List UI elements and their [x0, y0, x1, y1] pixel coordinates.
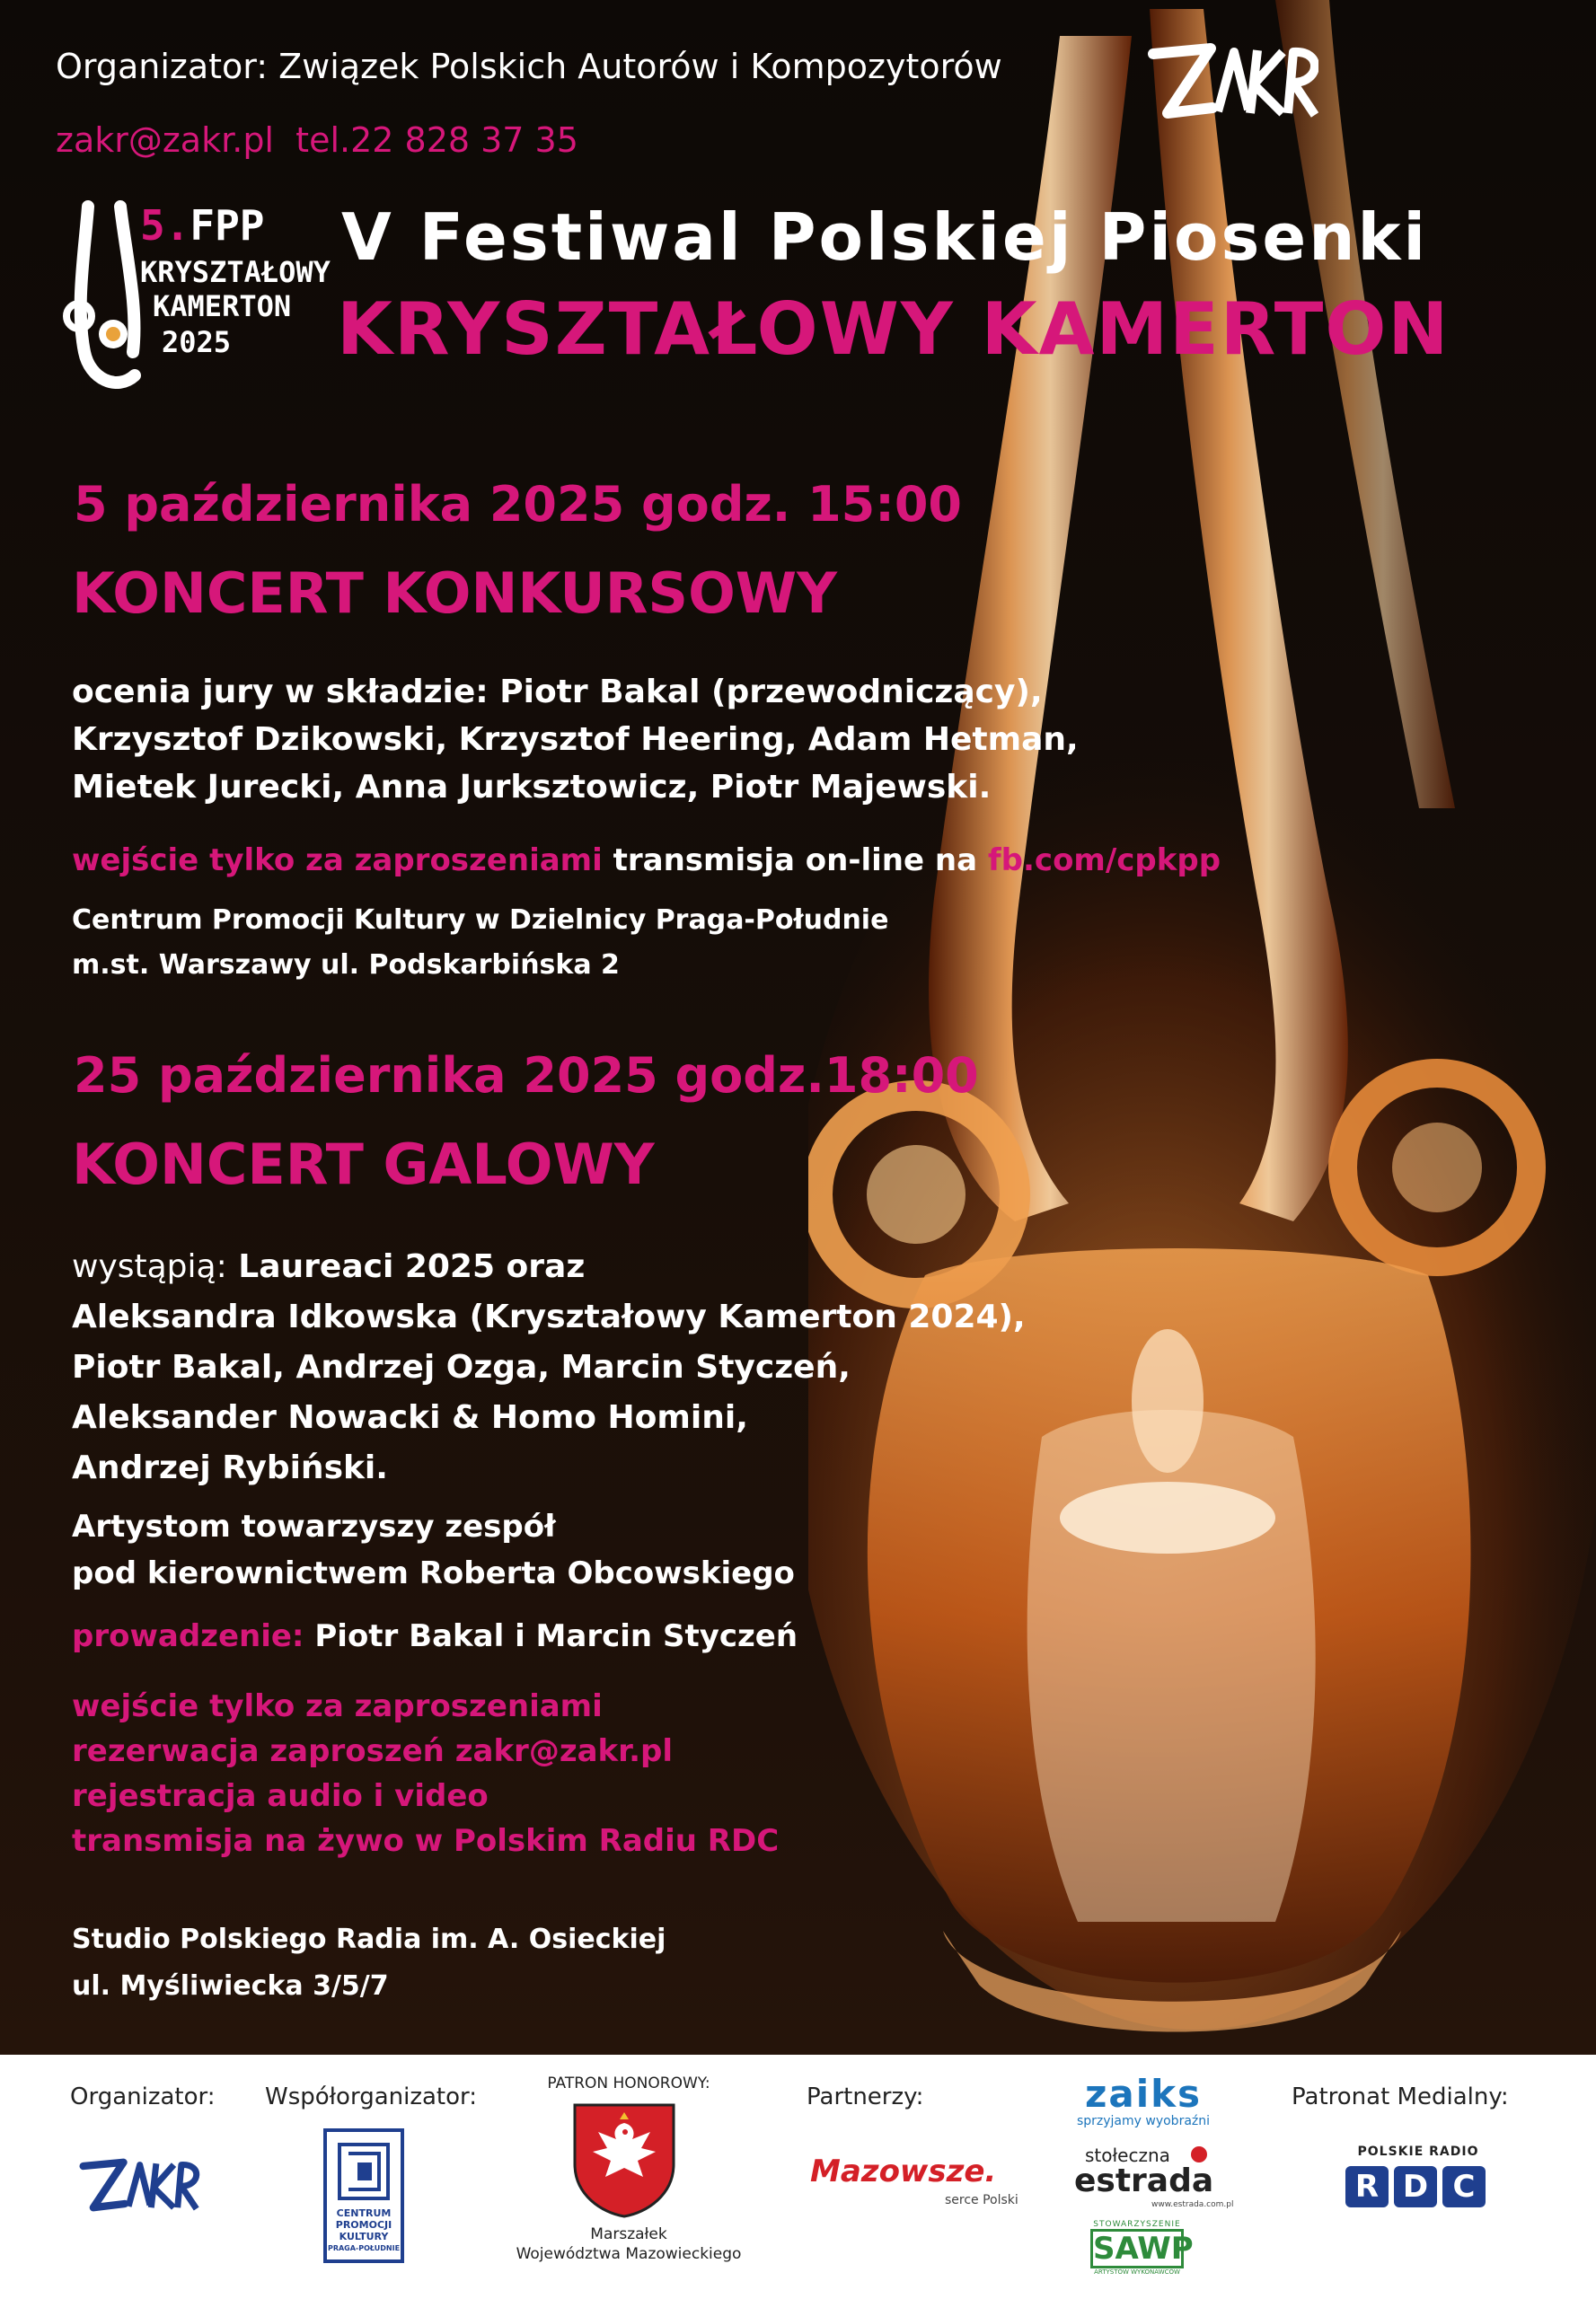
zaiks-tagline: sprzyjamy wyobraźni [1076, 2114, 1211, 2128]
concert2-performers-line: Aleksandra Idkowska (Kryształowy Kamerton 2024), [72, 1299, 1026, 1335]
mazovia-coat-of-arms-icon [571, 2101, 677, 2218]
festival-subtitle: KRYSZTAŁOWY KAMERTON [337, 287, 1451, 371]
zakr-logo [1148, 36, 1318, 126]
cpk-line: KULTURY [339, 2231, 389, 2242]
contact-line [56, 120, 578, 160]
partners-label: Partnerzy: [807, 2083, 924, 2110]
honorary-patron-label: PATRON HONOROWY: [547, 2074, 710, 2092]
mazowsze-tagline: serce Polski [945, 2193, 1018, 2207]
concert1-venue-line: m.st. Warszawy ul. Podskarbińska 2 [72, 949, 620, 981]
concert1-stream-label: transmisja on-line na [613, 842, 978, 878]
concert1-jury-line: Mietek Jurecki, Anna Jurksztowicz, Piotr Majewski. [72, 769, 992, 806]
cpk-line: PROMOCJI [335, 2219, 392, 2231]
concert1-entry-note: wejście tylko za zaproszeniami [72, 842, 603, 878]
fpp-festival-logo [63, 199, 331, 406]
stoleczna-estrada-logo [1074, 2145, 1234, 2209]
cpk-line: PRAGA-POŁUDNIE [327, 2244, 401, 2252]
fpp-line1: KRYSZTAŁOWY [140, 255, 331, 289]
concert2-performers-line: Aleksander Nowacki & Homo Homini, [72, 1399, 748, 1436]
rdc-letter: R [1345, 2166, 1389, 2207]
sawp-logo [1074, 2220, 1200, 2292]
zakr-logo-mark-icon [1148, 36, 1318, 126]
concert1-entry-info [72, 842, 1221, 878]
fpp-year: 2025 [162, 325, 232, 359]
concert1-stream-link[interactable]: fb.com/cpkpp [987, 842, 1221, 878]
estrada-line2: estrada [1074, 2162, 1214, 2199]
concert2-performers-line [72, 1248, 585, 1285]
mazowsze-wordmark: Mazowsze. [810, 2154, 997, 2189]
organizer-line: Organizator: Związek Polskich Autorów i Kompozytorów [56, 47, 1002, 86]
tuning-fork-logo-icon [63, 199, 153, 406]
concert1-jury-line: ocenia jury w składzie: Piotr Bakal (przewodniczący), [72, 674, 1043, 710]
mazowsze-logo [810, 2154, 1017, 2216]
concert2-venue-line: ul. Myśliwiecka 3/5/7 [72, 1970, 389, 2002]
fpp-edition: 5. [140, 201, 190, 250]
concert2-host-line [72, 1618, 798, 1654]
sponsors-footer [0, 2055, 1596, 2299]
cpk-line: CENTRUM [336, 2207, 392, 2219]
marshal-line: Marszałek [590, 2225, 667, 2243]
concert2-info-line: rezerwacja zaproszeń zakr@zakr.pl [72, 1733, 673, 1769]
concert2-info-line: wejście tylko za zaproszeniami [72, 1688, 603, 1724]
concert2-venue-line: Studio Polskiego Radia im. A. Osieckiej [72, 1924, 666, 1955]
cpk-logo [323, 2128, 404, 2263]
sawp-bottom: ARTYSTÓW WYKONAWCÓW [1094, 2268, 1180, 2276]
zaiks-logo [1076, 2074, 1211, 2137]
concert2-info-line: rejestracja audio i video [72, 1778, 489, 1814]
marshal-line: Województwa Mazowieckiego [516, 2245, 742, 2263]
footer-zakr-logo [72, 2154, 207, 2216]
media-patron-label: Patronat Medialny: [1292, 2083, 1509, 2110]
sawp-top: STOWARZYSZENIE [1093, 2220, 1181, 2229]
concert2-band-line: Artystom towarzyszy zespół [72, 1509, 556, 1545]
concert1-jury-line: Krzysztof Dzikowski, Krzysztof Heering, Adam Hetman, [72, 721, 1079, 758]
concert2-title: KONCERT GALOWY [72, 1132, 655, 1197]
zakr-logo-icon [72, 2154, 207, 2216]
concert2-host-label: prowadzenie: [72, 1618, 304, 1654]
concert1-venue-line: Centrum Promocji Kultury w Dzielnicy Praga-Południe [72, 904, 889, 936]
estrada-line1: stołeczna [1085, 2145, 1170, 2166]
polskie-radio-rdc-logo [1342, 2145, 1495, 2216]
concert2-performers-label: wystąpią: [72, 1248, 227, 1285]
rdc-letter: D [1394, 2166, 1437, 2207]
organizer-label: Organizator: [70, 2083, 216, 2110]
fpp-line2: KAMERTON [153, 289, 292, 323]
concert2-performers-line: Andrzej Rybiński. [72, 1449, 388, 1486]
contact-phone: tel.22 828 37 35 [295, 120, 578, 160]
rdc-letter: C [1442, 2166, 1486, 2207]
concert2-performers: Laureaci 2025 oraz [238, 1248, 586, 1285]
estrada-dot-icon [1191, 2146, 1207, 2162]
concert2-band-line: pod kierownictwem Roberta Obcowskiego [72, 1555, 795, 1591]
concert2-info-line: transmisja na żywo w Polskim Radiu RDC [72, 1823, 780, 1859]
concert2-date: 25 października 2025 godz.18:00 [74, 1047, 979, 1104]
sawp-wordmark: SAWP [1090, 2229, 1184, 2268]
festival-name: V Festiwal Polskiej Piosenki [341, 199, 1429, 275]
estrada-url: www.estrada.com.pl [1151, 2200, 1234, 2209]
concert2-performers-line: Piotr Bakal, Andrzej Ozga, Marcin Styczeń, [72, 1349, 851, 1386]
coorganizer-label: Współorganizator: [265, 2083, 478, 2110]
cpk-emblem-icon [327, 2136, 401, 2207]
concert2-host-names: Piotr Bakal i Marcin Styczeń [314, 1618, 798, 1654]
polskie-radio-label: POLSKIE RADIO [1357, 2145, 1479, 2159]
concert1-title: KONCERT KONKURSOWY [72, 560, 838, 626]
fpp-abbrev: FPP [190, 201, 265, 250]
zaiks-wordmark: zaiks [1084, 2072, 1203, 2116]
contact-email[interactable]: zakr@zakr.pl [56, 120, 274, 160]
concert1-date: 5 października 2025 godz. 15:00 [74, 476, 962, 533]
